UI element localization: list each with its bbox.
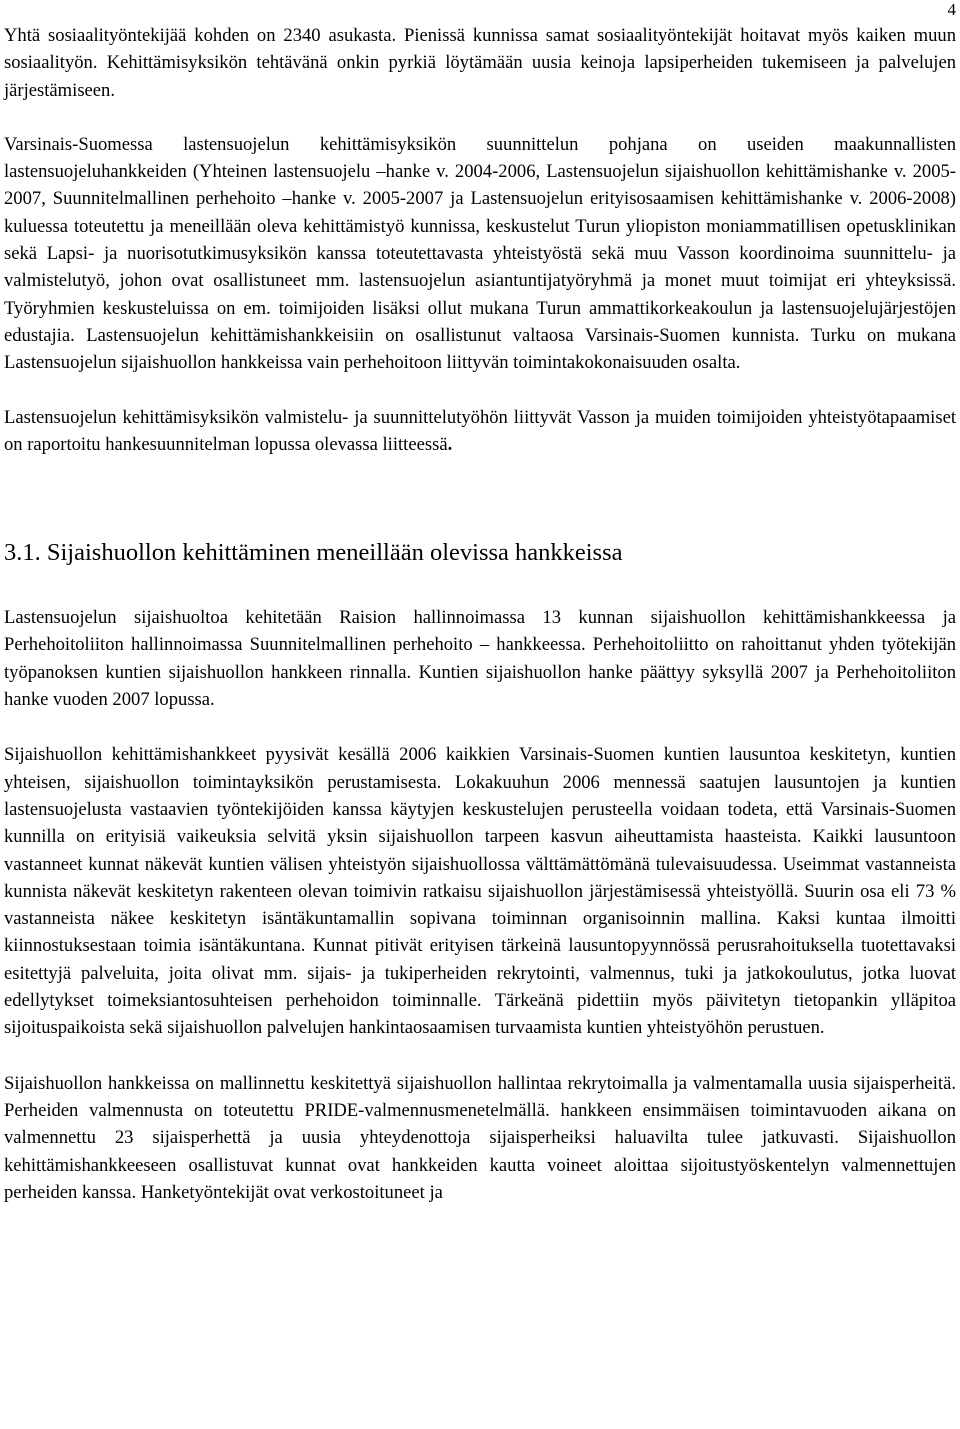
section-paragraph-2: Sijaishuollon kehittämishankkeet pyysivät kesällä 2006 kaikkien Varsinais-Suomen kuntien lausuntoa keskitetyn, kuntien yhteisen, sijaishuollon toimintayksikön perustamisesta. Lokakuuhun 2006 mennessä saatujen lausuntojen ja kuntien lastensuojelusta vastaavien työntekijöiden kanssa käytyjen keskustelujen perusteella voidaan todeta, että Varsinais-Suomen kunnilla on erityisiä vaikeuksia selvitä yksin sijaishuollon tarpeen kasvun aiheuttamista haasteista. Kaikki lausuntoon vastanneet kunnat näkevät kuntien välisen yhteistyön sijaishuollossa välttämättömänä tulevaisuudessa. Useimmat vastanneista kunnista näkevät keskitetyn rakenteen olevan toimivin ratkaisu sijaishuollon järjestämisessä yhteistyöllä. Suurin osa eli 73 % vastanneista näkee keskitetyn isäntäkuntamallin sopivana toiminnan organisoinnin mallina. Kaksi kuntaa ilmoitti kiinnostuksestaan toimia isäntäkuntana. Kunnat pitivät erityisen tärkeinä lausuntopyynnössä perusrahoituksella tuotettavaksi esitettyjä palveluita, joita olivat mm. sijais- ja tukiperheiden rekrytointi, valmennus, tuki ja jatkokoulutus, jotka luovat edellytykset toimeksiantosuhteisen perhehoidon toiminnalle. Tärkeänä pidettiin myös päivitetyn tietopankin ylläpitoa sijoituspaikoista sekä sijaishuollon palvelujen hankintaosaamisen turvaamista kuntien yhteistyöhön perustuen. xyxy=(4,744,956,1039)
paragraph-3-end: . xyxy=(447,433,453,455)
paragraph-3-text: Lastensuojelun kehittämisyksikön valmistelu- ja suunnittelutyöhön liittyvät Vasson ja muiden toimijoiden yhteistyötapaamiset on raportoitu hankesuunnitelman lopussa olevassa liitteessä xyxy=(4,406,956,455)
page-number: 4 xyxy=(947,0,956,19)
section-paragraph-1: Lastensuojelun sijaishuoltoa kehitetään Raision hallinnoimassa 13 kunnan sijaishuollon kehittämishankkeessa ja Perhehoitoliiton hallinnoimassa Suunnitelmallinen perhehoito – hankkeessa. Perhehoitoliitto on rahoittanut yhden työtekijän työpanoksen kuntien sijaishuollon hankkeen rinnalla. Kuntien sijaishuollon hanke päättyy syksyllä 2007 ja Perhehoitoliiton hanke vuoden 2007 lopussa. xyxy=(4,607,956,711)
section-heading: 3.1. Sijaishuollon kehittäminen meneillään olevissa hankkeissa xyxy=(4,539,623,567)
paragraph-2: Varsinais-Suomessa lastensuojelun kehittämisyksikön suunnittelun pohjana on useiden maakunnallisten lastensuojeluhankkeiden (Yhteinen lastensuojelu –hanke v. 2004-2006, Lastensuojelun sijaishuollon kehittämishanke v. 2005-2007, Suunnitelmallinen perhehoito –hanke v. 2005-2007 ja Lastensuojelun erityisosaamisen kehittämishanke v. 2006-2008) kuluessa toteutettu ja meneillään oleva kehittämistyö kunnissa, keskustelut Turun yliopiston moniammatillisen opetusklinikan sekä Lapsi- ja nuorisotutkimusyksikön kanssa toteutettavasta yhteistyöstä sekä muu Vasson koordinoima suunnittelu- ja valmistelutyö, johon ovat osallistuneet mm. lastensuojelun asiantuntijatyöryhmä ja monet muut toimijat eri yhteyksissä. Työryhmien keskusteluissa on em. toimijoiden lisäksi ollut mukana Turun ammattikorkeakoulun ja lastensuojelujärjestöjen edustajia. Lastensuojelun kehittämishankkeisiin on osallistunut valtaosa Varsinais-Suomen kunnista. Turku on mukana Lastensuojelun sijaishuollon hankkeissa vain perhehoitoon liittyvän toimintakokonaisuuden osalta. xyxy=(4,133,956,374)
paragraph-1: Yhtä sosiaalityöntekijää kohden on 2340 asukasta. Pienissä kunnissa samat sosiaalityöntekijät hoitavat myös kaiken muun sosiaalityön. Kehittämisyksikön tehtävänä onkin pyrkiä löytämään uusia keinoja lapsiperheiden tukemiseen ja palvelujen järjestämiseen. xyxy=(4,25,956,101)
section-paragraph-3: Sijaishuollon hankkeissa on mallinnettu keskitettyä sijaishuollon hallintaa rekrytoimalla ja valmentamalla uusia sijaisperheitä. Perheiden valmennusta on toteutettu PRIDE-valmennusmenetelmällä. hankkeen ensimmäisen toimintavuoden aikana on valmennettu 23 sijaisperhettä ja uusia yhteydenottoja sijaisperheiksi haluavilta tulee jatkuvasti. Sijaishuollon kehittämishankkeeseen osallistuvat kunnat ovat hankkeiden kautta voineet aloittaa sijoitustyöskentelyn valmennettujen perheiden kanssa. Hanketyöntekijät ovat verkostoituneet ja xyxy=(4,1072,956,1203)
paragraph-3 xyxy=(4,404,956,459)
document-body xyxy=(4,22,956,1206)
